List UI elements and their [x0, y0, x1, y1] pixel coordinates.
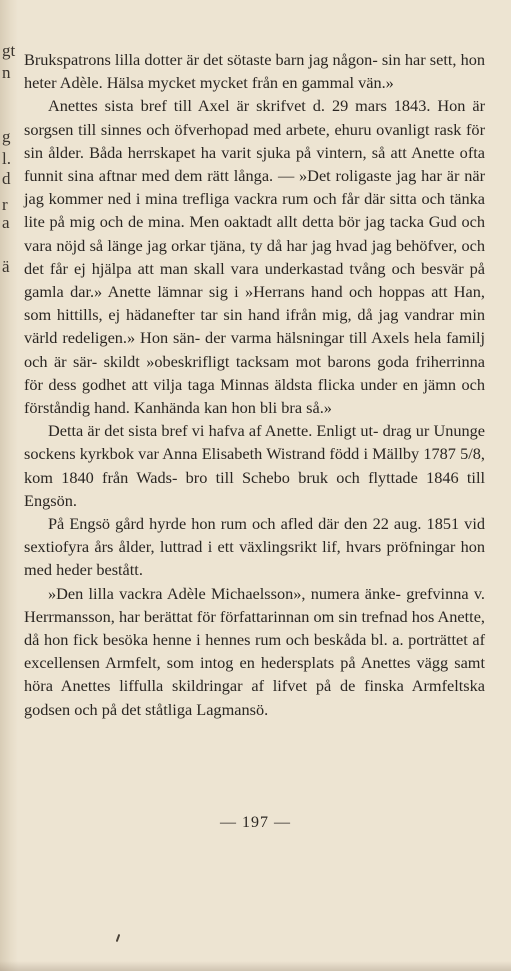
gutter-char: ä: [2, 257, 10, 276]
gutter-char: gt: [2, 41, 16, 60]
page-bottom-edge: [0, 961, 511, 971]
gutter-char: n: [2, 63, 11, 82]
page-body: [24, 48, 485, 721]
paragraph: »Den lilla vackra Adèle Michaelsson», numera änke- grefvinna v. Herrmansson, har berättat för författarinnan om sin trefnad hos Anette, då hon fick besöka henne i hennes rum och beskåda bl. a. porträttet af excellensen Armfelt, som intog en hedersplats på Anettes vägg samt höra Anettes liffulla skildringar af lifvet på de finska Armfeltska godsen och på det ståtliga Lagmansö.: [24, 583, 485, 719]
paragraph: På Engsö gård hyrde hon rum och afled där den 22 aug. 1851 vid sextiofyra års ålder, luttrad i ett växlingsrikt lif, hvars pröfningar hon med heder bestått.: [24, 514, 485, 580]
gutter-char: a: [2, 213, 10, 232]
gutter-char: r: [2, 195, 8, 214]
gutter-char: d: [2, 169, 11, 188]
page-number: — 197 —: [220, 814, 291, 831]
paragraph: Brukspatrons lilla dotter är det sötaste barn jag någon- sin har sett, hon heter Adèle. Hälsa mycket mycket från en gammal vän.»: [24, 50, 485, 93]
gutter-char: g: [2, 127, 11, 146]
paragraph: Anettes sista bref till Axel är skrifvet d. 29 mars 1843. Hon är sorgsen till sinnes och öfverhopad med arbete, ehuru ovanligt rask för sin ålder. Båda herrskapet ha varit sjuka på vintern, så att Anette ofta funnit sina aftnar med dem rätt långa. — »Det roligaste jag har är när jag kommer ned i mina trefliga vackra rum och får där sitta och tänka lite på mig och de mina. Men oaktadt allt detta bör jag tacka Gud och vara nöjd så länge jag orkar tjäna, ty då har jag hvad jag behöfver, och det får ej hjälpa att man skall vara underkastad tvång och besvär på gamla dar.» Anette lämnar sig i »Herrans hand och hoppas att Han, som hittills, ej hädanefter tar sin hand ifrån mig, då jag vandrar min värld redeligen.» Hon sän- der varma hälsningar till Axels hela familj och är sär- skildt »obeskrifligt tacksam mot barons goda friherrinna för dess godhet att vilja taga Minnas äldsta flicka under en jämn och förståndig hand. Kanhända kan hon bli bra så.»: [24, 96, 485, 418]
ink-speck: [116, 934, 121, 942]
gutter-char: l.: [2, 149, 11, 168]
paragraph: Detta är det sista bref vi hafva af Anette. Enligt ut- drag ur Ununge sockens kyrkbok var Anna Elisabeth Wistrand född i Mällby 1787 5/8, kom 1840 från Wads- bro till Schebo bruk och flyttade 1846 till Engsön.: [24, 421, 485, 510]
